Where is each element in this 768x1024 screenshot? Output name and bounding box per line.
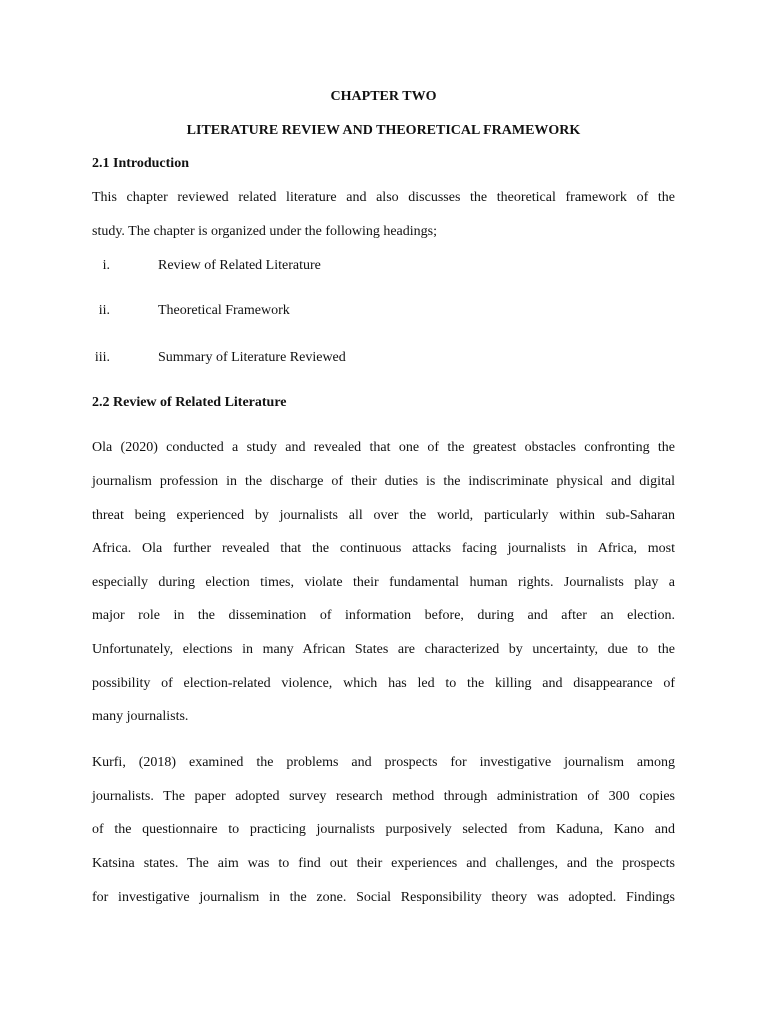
chapter-title: CHAPTER TWO xyxy=(330,89,437,104)
paragraph-line: Kurfi, (2018) examined the problems and prospects for investigative journalism among xyxy=(92,755,675,770)
paragraph-line: major role in the dissemination of information before, during and after an election. xyxy=(92,608,675,623)
list-item-text: Summary of Literature Reviewed xyxy=(158,350,346,365)
paragraph-line: especially during election times, violate their fundamental human rights. Journalists play a xyxy=(92,575,675,590)
paragraph-line: for investigative journalism in the zone. Social Responsibility theory was adopted. Findings xyxy=(92,890,675,905)
list-item-text: Theoretical Framework xyxy=(158,303,290,318)
paragraph-line: Ola (2020) conducted a study and revealed that one of the greatest obstacles confronting the xyxy=(92,440,675,455)
list-item-text: Review of Related Literature xyxy=(158,258,321,273)
paragraph-line: Unfortunately, elections in many African States are characterized by uncertainty, due to the xyxy=(92,642,675,657)
paragraph-line: possibility of election-related violence, which has led to the killing and disappearance of xyxy=(92,676,675,691)
paragraph-line: many journalists. xyxy=(92,709,189,724)
section-heading-introduction: 2.1 Introduction xyxy=(92,156,189,171)
paragraph-line: journalists. The paper adopted survey research method through administration of 300 copies xyxy=(92,789,675,804)
section-heading-review: 2.2 Review of Related Literature xyxy=(92,395,287,410)
paragraph-line: of the questionnaire to practicing journalists purposively selected from Kaduna, Kano and xyxy=(92,822,675,837)
paragraph-line: journalism profession in the discharge of their duties is the indiscriminate physical and digital xyxy=(92,474,675,489)
list-item-number: ii. xyxy=(98,303,110,318)
list-item-number: iii. xyxy=(94,350,110,365)
paragraph-line: threat being experienced by journalists all over the world, particularly within sub-Saharan xyxy=(92,508,675,523)
paragraph-line: Katsina states. The aim was to find out their experiences and challenges, and the prospects xyxy=(92,856,675,871)
list-item-number: i. xyxy=(102,258,110,273)
chapter-subtitle: LITERATURE REVIEW AND THEORETICAL FRAMEWORK xyxy=(186,123,581,138)
intro-line-2: study. The chapter is organized under the following headings; xyxy=(92,224,437,239)
intro-line-1: This chapter reviewed related literature and also discusses the theoretical framework of the xyxy=(92,190,675,205)
paragraph-line: Africa. Ola further revealed that the continuous attacks facing journalists in Africa, most xyxy=(92,541,675,556)
